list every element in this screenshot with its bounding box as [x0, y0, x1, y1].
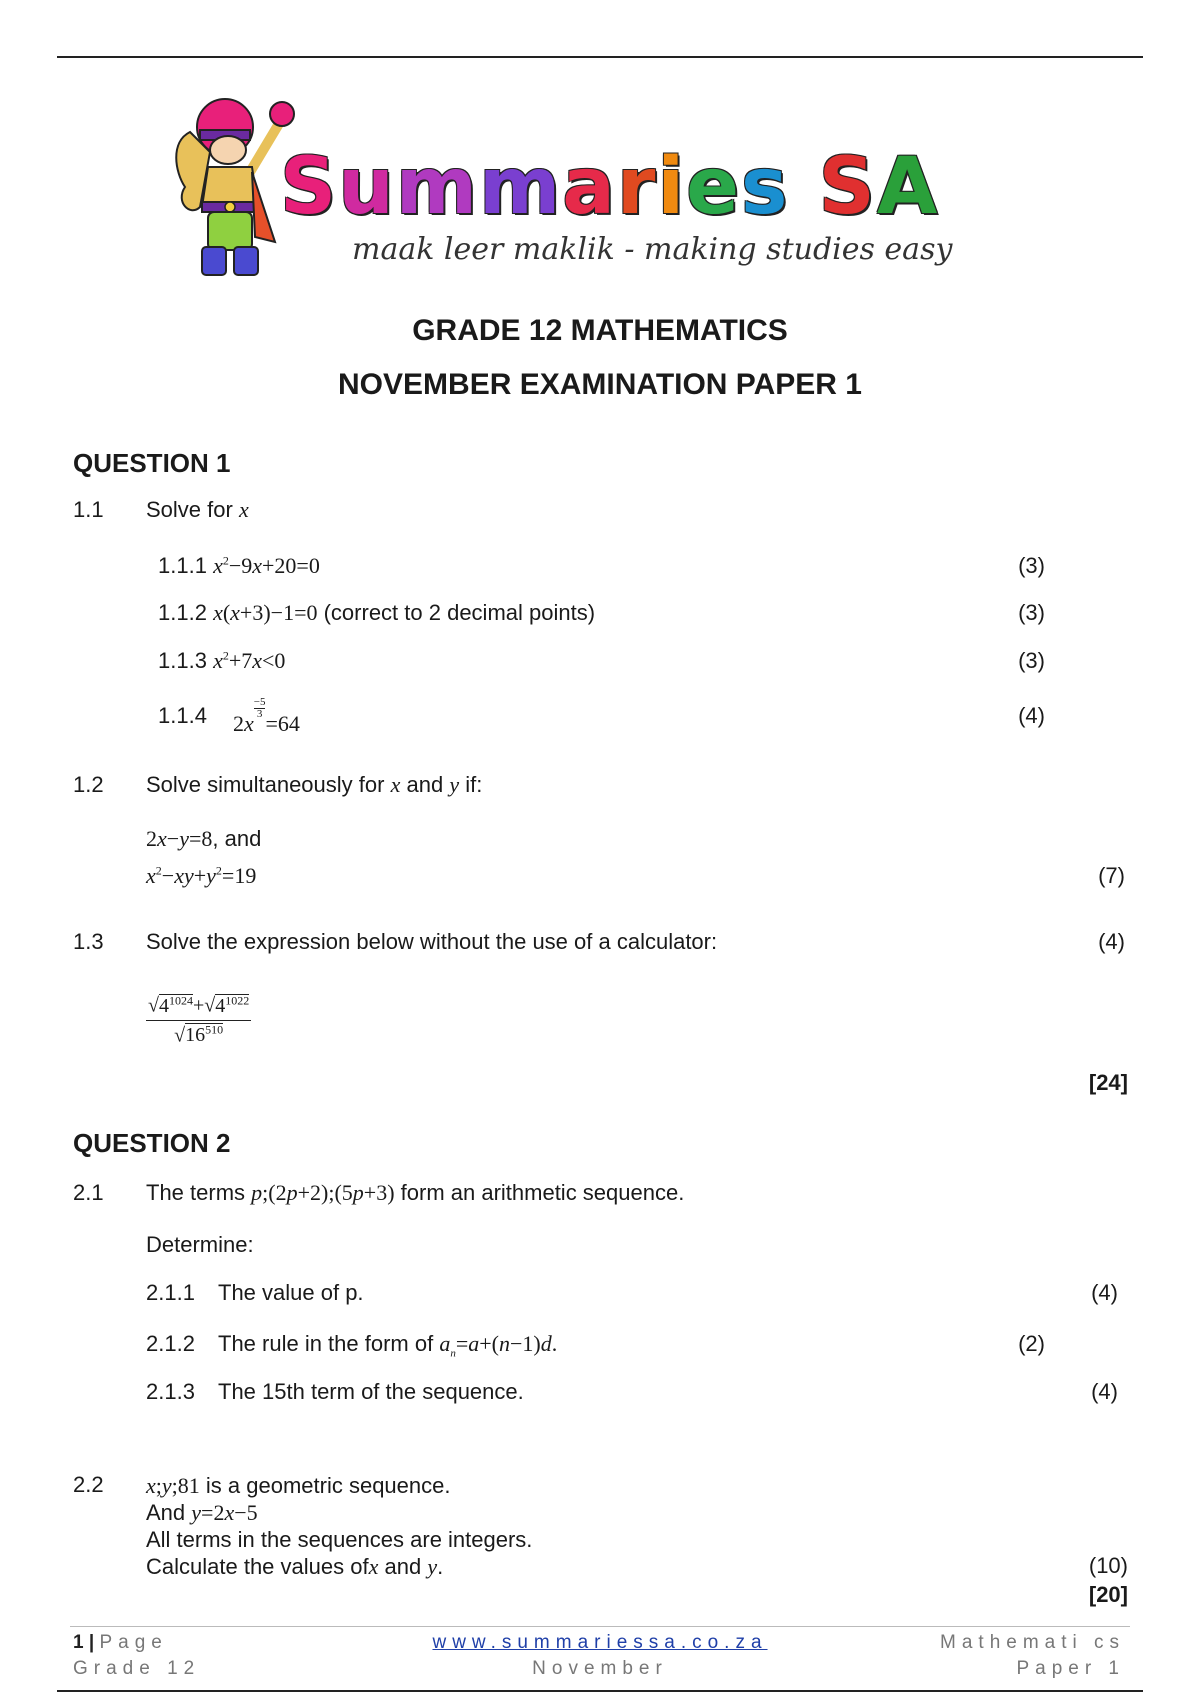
footer-paper: Paper 1 [1016, 1658, 1125, 1679]
q2-1-determine: Determine: [146, 1232, 254, 1257]
footer-grade: Grade 12 [73, 1658, 201, 1679]
footer-page-word: Page [99, 1632, 168, 1653]
q2-2-mark: (10) [1088, 1553, 1128, 1578]
q2-2-line-4: Calculate the values ofx and y. [146, 1554, 444, 1579]
logo-letter: e [686, 142, 742, 232]
q1-2-equation-1: 2x−y=8, and [146, 826, 262, 851]
q2-1-2-text: The rule in the form of $a_n=a+(n-1)d$. [218, 1331, 558, 1360]
footer-page-number: 1 [73, 1632, 84, 1653]
q2-2-line-1: x;y;81 is a geometric sequence. [146, 1473, 451, 1498]
q2-1-2-label: The rule in the form of [218, 1331, 434, 1356]
q1-2-text [146, 772, 482, 798]
logo-letter: i [657, 142, 687, 232]
footer-subject: Mathemati cs [940, 1632, 1125, 1653]
logo-letter: m [479, 142, 563, 232]
q2-1-2-number: 2.1.2 [146, 1331, 195, 1356]
q1-1-var: x [238, 497, 249, 522]
q2-1-3-number: 2.1.3 [146, 1379, 195, 1404]
q2-1-1-mark: (4) [1091, 1280, 1118, 1305]
q1-1-2-number: 1.1.2 [158, 600, 207, 625]
q1-1-2-note: (correct to 2 decimal points) [323, 600, 596, 625]
q1-2-equation-2: $x^2-xy+y^2=19$ [146, 863, 257, 888]
footer-divider [70, 1626, 1130, 1627]
q1-1-3-mark: (3) [1018, 648, 1045, 673]
logo-letter: A [876, 142, 940, 232]
logo-letter: S [280, 142, 339, 232]
logo-wordmark [280, 142, 939, 232]
page-title: GRADE 12 MATHEMATICS [412, 314, 788, 347]
q2-1-text-b: form an arithmetic sequence. [400, 1180, 685, 1205]
q1-2-and-word: , and [212, 826, 262, 851]
q1-1-label: Solve for [146, 497, 233, 522]
q1-3-expression: $√4^{1024}+√4^{1022}$ $√16^{510}$ [148, 993, 250, 1047]
q1-2-var-x: x [390, 772, 401, 797]
q2-1-text-a: The terms [146, 1180, 246, 1205]
logo-letter: a [562, 142, 617, 232]
q1-1-text [146, 497, 249, 523]
logo [170, 92, 1040, 292]
footer-month: November [532, 1658, 668, 1679]
q1-1-number: 1.1 [73, 497, 104, 522]
q1-3-number: 1.3 [73, 929, 104, 954]
question-2-total: [20] [1088, 1582, 1128, 1607]
top-rule [57, 56, 1143, 58]
q2-1-text: The terms p;(2p+2);(5p+3) form an arithmetic sequence. [146, 1180, 685, 1205]
q1-2-text-and: and [406, 772, 444, 797]
q2-2-line-2-text: And [146, 1500, 186, 1525]
q1-3-mark: (4) [1098, 929, 1125, 954]
q2-1-1-number: 2.1.1 [146, 1280, 195, 1305]
q1-2-text-a: Solve simultaneously for [146, 772, 385, 797]
question-1-heading: QUESTION 1 [73, 448, 231, 478]
q2-2-number: 2.2 [73, 1472, 104, 1497]
q2-2-line-4-a: Calculate the values of [146, 1554, 369, 1579]
q2-2-line-3: All terms in the sequences are integers. [146, 1527, 533, 1552]
logo-letter: s [741, 142, 790, 232]
q2-1-3-text: The 15th term of the sequence. [218, 1379, 524, 1404]
q1-1-1-number: 1.1.1 [158, 553, 207, 578]
question-2-heading: QUESTION 2 [73, 1128, 231, 1158]
logo-letter [789, 142, 818, 232]
q1-1-4-number: 1.1.4 [158, 703, 207, 728]
footer-page: 1 | Page [73, 1632, 168, 1653]
q2-1-2-mark: (2) [1018, 1331, 1045, 1356]
q1-1-4-mark: (4) [1018, 703, 1045, 728]
q1-2-mark: (7) [1098, 863, 1125, 888]
q1-1-2-mark: (3) [1018, 600, 1045, 625]
logo-letter: S [818, 142, 877, 232]
q1-2-text-if: if: [465, 772, 483, 797]
q1-1-1-equation: $x^2-9x+20=0$ [213, 553, 320, 578]
q2-1-3-mark: (4) [1091, 1379, 1118, 1404]
logo-letter: r [616, 142, 658, 232]
page-subtitle: NOVEMBER EXAMINATION PAPER 1 [338, 368, 862, 401]
q1-1-2 [158, 600, 595, 626]
logo-tagline: maak leer maklik - making studies easy [352, 232, 953, 267]
footer-site-text[interactable]: www.summariessa.co.za [432, 1632, 768, 1653]
q1-1-3-number: 1.1.3 [158, 648, 207, 673]
q1-1-3-equation: $x^2+7x<0$ [213, 648, 286, 673]
q1-3-text: Solve the expression below without the use of a calculator: [146, 929, 718, 954]
q1-1-2-equation: x(x+3)−1=0 [213, 600, 318, 625]
q2-1-number: 2.1 [73, 1180, 104, 1205]
logo-letter: u [338, 142, 396, 232]
q2-2-line-1-text: is a geometric sequence. [205, 1473, 451, 1498]
q1-2-var-y: y [449, 772, 460, 797]
q2-2-body [146, 1472, 532, 1580]
q2-2-line-4-b: and [384, 1554, 422, 1579]
logo-letter: m [395, 142, 479, 232]
bottom-rule [57, 1690, 1143, 1692]
q2-2-line-2: And y=2x−5 [146, 1500, 258, 1525]
q2-1-1-text: The value of p. [218, 1280, 364, 1305]
q1-1-4 [158, 703, 207, 729]
q1-2-number: 1.2 [73, 772, 104, 797]
q1-1-1-mark: (3) [1018, 553, 1045, 578]
question-1-total: [24] [1088, 1070, 1128, 1095]
q1-1-3 [158, 648, 285, 674]
q1-1-1 [158, 553, 320, 579]
q1-1-4-equation: 2x $\frac{-5}{3}$ =64 [233, 696, 300, 736]
